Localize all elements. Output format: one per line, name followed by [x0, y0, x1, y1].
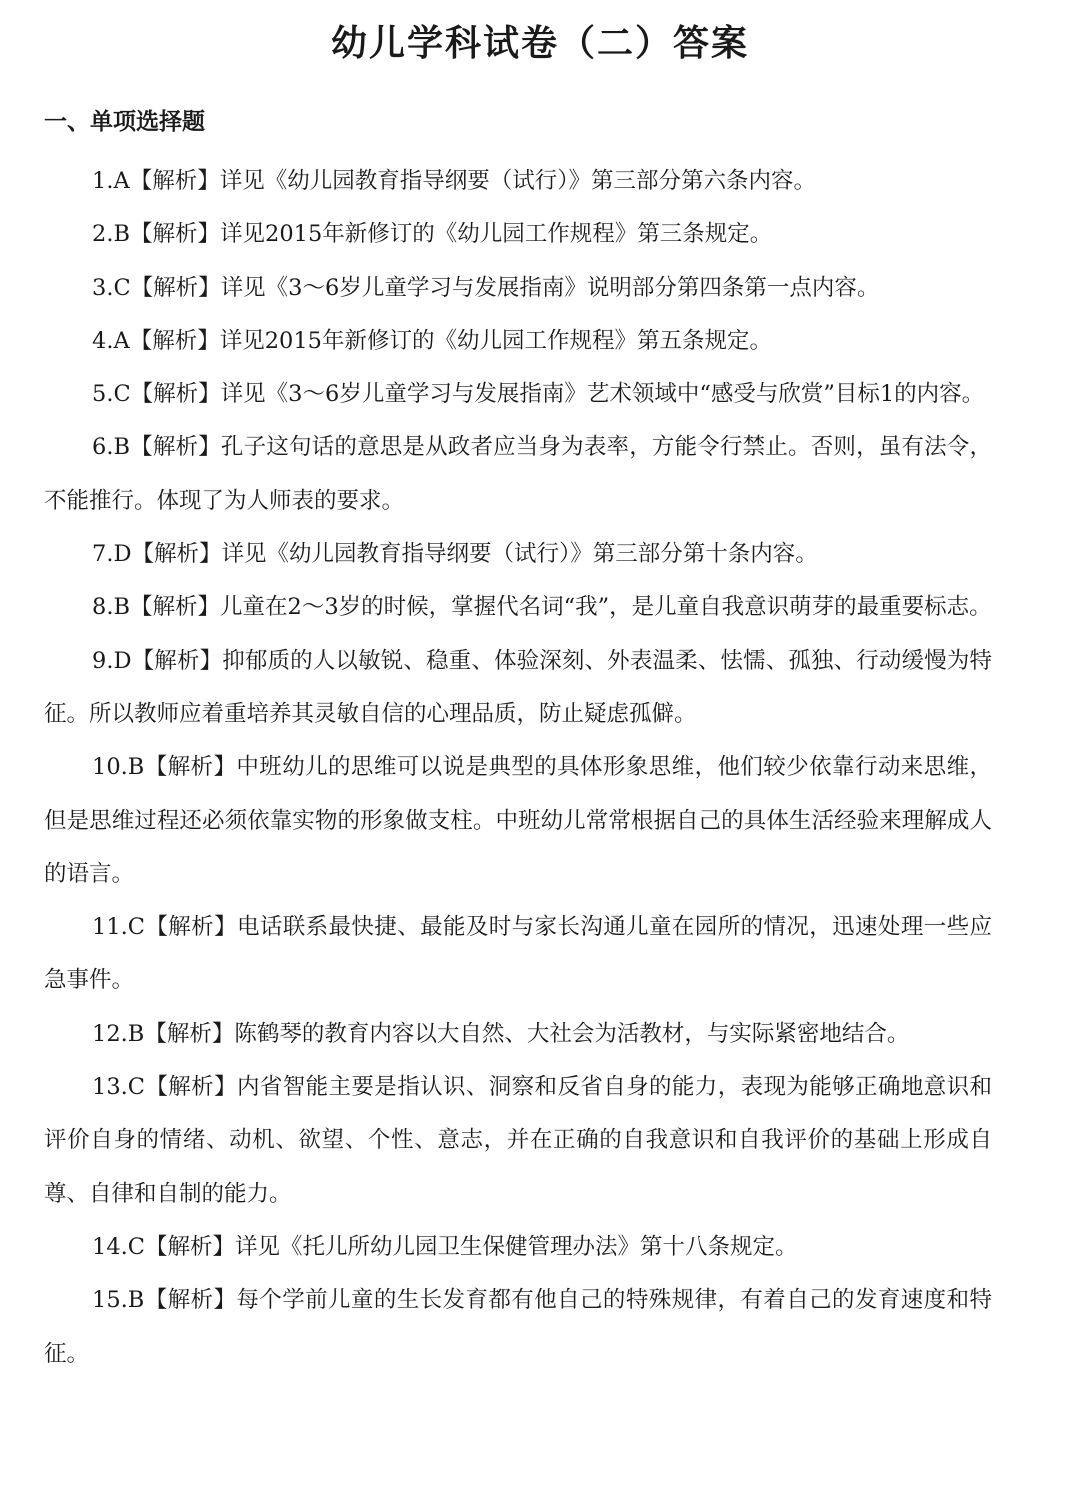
- answer-item-1: 1.A【解析】详见《幼儿园教育指导纲要（试行）》第三部分第六条内容。: [92, 168, 816, 194]
- answer-item-15: 15.B【解析】每个学前儿童的生长发育都有他自己的特殊规律，有着自己的发育速度和特征。: [44, 1287, 992, 1367]
- page-title: 幼儿学科试卷（二）答案: [330, 23, 749, 64]
- answer-item-14: 14.C【解析】详见《托儿所幼儿园卫生保健管理办法》第十八条规定。: [92, 1233, 798, 1260]
- answer-item-8: 8.B【解析】儿童在2～3岁的时候，掌握代名词“我”，是儿童自我意识萌芽的最重要标志。: [92, 594, 992, 621]
- answer-item-3: 3.C【解析】详见《3～6岁儿童学习与发展指南》说明部分第四条第一点内容。: [92, 274, 880, 301]
- answer-item-7: 7.D【解析】详见《幼儿园教育指导纲要（试行）》第三部分第十条内容。: [92, 541, 818, 568]
- answer-item-6: 6.B【解析】孔子这句话的意思是从政者应当身为表率，方能令行禁止。否则，虽有法令，不能推行。体现了为人师表的要求。: [44, 434, 992, 514]
- answer-item-11: 11.C【解析】电话联系最快捷、最能及时与家长沟通儿童在园所的情况，迅速处理一些应急事件。: [44, 914, 992, 994]
- answer-item-10: 10.B【解析】中班幼儿的思维可以说是典型的具体形象思维，他们较少依靠行动来思维，但是思维过程还必须依靠实物的形象做支柱。中班幼儿常常根据自己的具体生活经验来理解成人的语言。: [44, 754, 992, 887]
- answer-item-5: 5.C【解析】详见《3～6岁儿童学习与发展指南》艺术领域中“感受与欣赏”目标1的内容。: [92, 381, 985, 408]
- answer-item-9: 9.D【解析】抑郁质的人以敏锐、稳重、体验深刻、外表温柔、怯懦、孤独、行动缓慢为特征。所以教师应着重培养其灵敏自信的心理品质，防止疑虑孤僻。: [44, 647, 992, 727]
- answer-list: [44, 155, 992, 1381]
- answer-item-4: 4.A【解析】详见2015年新修订的《幼儿园工作规程》第五条规定。: [92, 327, 772, 354]
- answer-item-12: 12.B【解析】陈鹤琴的教育内容以大自然、大社会为活教材，与实际紧密地结合。: [92, 1020, 910, 1047]
- answer-item-13: 13.C【解析】内省智能主要是指认识、洞察和反省自身的能力，表现为能够正确地意识和评价自身的情绪、动机、欲望、个性、意志，并在正确的自我意识和自我评价的基础上形成自尊、自律和自制的能力。: [44, 1074, 992, 1207]
- section-heading: 一、单项选择题: [44, 109, 205, 135]
- answer-item-2: 2.B【解析】详见2015年新修订的《幼儿园工作规程》第三条规定。: [92, 221, 773, 248]
